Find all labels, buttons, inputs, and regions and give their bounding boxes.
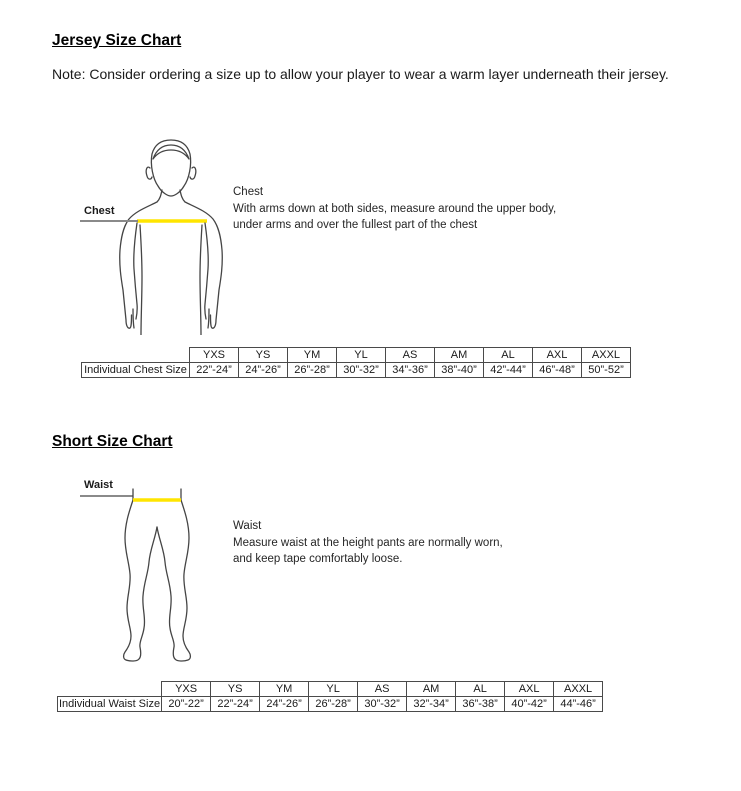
size-header-cell: AXXL bbox=[554, 682, 603, 697]
jersey-note: Note: Consider ordering a size up to allow your player to wear a warm layer underneath their jersey. bbox=[52, 66, 669, 82]
size-value-cell: 20”-22” bbox=[162, 697, 211, 712]
size-value-cell: 30”-32” bbox=[337, 363, 386, 378]
chest-description-title: Chest bbox=[233, 186, 264, 198]
size-value-cell: 22”-24” bbox=[211, 697, 260, 712]
size-header-cell: AS bbox=[358, 682, 407, 697]
jersey-size-header-row bbox=[82, 348, 631, 363]
short-section-heading: Short Size Chart bbox=[52, 433, 173, 450]
size-value-cell: 32”-34” bbox=[407, 697, 456, 712]
chest-description-line2: under arms and over the fullest part of the chest bbox=[233, 219, 478, 231]
size-header-cell: AL bbox=[456, 682, 505, 697]
row-label-cell: Individual Chest Size bbox=[82, 363, 190, 378]
size-value-cell: 50”-52” bbox=[582, 363, 631, 378]
size-value-cell: 46”-48” bbox=[533, 363, 582, 378]
waist-description-line1: Measure waist at the height pants are normally worn, bbox=[233, 536, 503, 549]
jersey-section-heading: Jersey Size Chart bbox=[52, 32, 182, 49]
size-value-cell: 24”-26” bbox=[260, 697, 309, 712]
size-header-cell: AXXL bbox=[582, 348, 631, 363]
size-header-cell: YXS bbox=[162, 682, 211, 697]
size-value-cell: 34”-36” bbox=[386, 363, 435, 378]
size-value-cell: 24”-26” bbox=[239, 363, 288, 378]
short-size-header-row bbox=[58, 682, 603, 697]
chest-pointer-line bbox=[80, 220, 138, 222]
size-header-cell: AXL bbox=[505, 682, 554, 697]
chest-description-line1: With arms down at both sides, measure around the upper body, bbox=[233, 202, 557, 215]
size-header-cell: YM bbox=[260, 682, 309, 697]
size-header-cell: AM bbox=[407, 682, 456, 697]
size-header-cell: AXL bbox=[533, 348, 582, 363]
short-size-value-row bbox=[58, 697, 603, 712]
waist-description bbox=[233, 518, 503, 568]
size-value-cell: 44”-46” bbox=[554, 697, 603, 712]
table-corner-cell bbox=[82, 348, 190, 363]
size-header-cell: YS bbox=[239, 348, 288, 363]
size-header-cell: AL bbox=[484, 348, 533, 363]
size-header-cell: YXS bbox=[190, 348, 239, 363]
size-header-cell: YL bbox=[337, 348, 386, 363]
size-value-cell: 42”-44” bbox=[484, 363, 533, 378]
size-header-cell: AS bbox=[386, 348, 435, 363]
chest-description bbox=[233, 184, 556, 234]
short-size-table bbox=[57, 681, 603, 712]
size-header-cell: YS bbox=[211, 682, 260, 697]
row-label-cell: Individual Waist Size bbox=[59, 698, 161, 710]
size-value-cell: 30”-32” bbox=[358, 697, 407, 712]
size-header-cell: YM bbox=[288, 348, 337, 363]
chest-pointer-label: Chest bbox=[84, 205, 115, 217]
size-value-cell: 26”-28” bbox=[309, 697, 358, 712]
waist-pointer-label: Waist bbox=[84, 479, 113, 491]
size-value-cell: 38”-40” bbox=[435, 363, 484, 378]
size-value-cell: 40”-42” bbox=[505, 697, 554, 712]
waist-description-line2: and keep tape comfortably loose. bbox=[233, 553, 403, 565]
size-header-cell: YL bbox=[309, 682, 358, 697]
size-header-cell: AM bbox=[435, 348, 484, 363]
size-value-cell: 26”-28” bbox=[288, 363, 337, 378]
jersey-size-value-row bbox=[82, 363, 631, 378]
male-torso-figure bbox=[112, 137, 229, 335]
waist-description-title: Waist bbox=[233, 520, 262, 532]
table-corner-cell bbox=[58, 682, 162, 697]
jersey-size-table bbox=[81, 347, 631, 378]
legs-figure bbox=[112, 487, 202, 664]
size-value-cell: 22”-24” bbox=[190, 363, 239, 378]
size-value-cell: 36”-38” bbox=[456, 697, 505, 712]
